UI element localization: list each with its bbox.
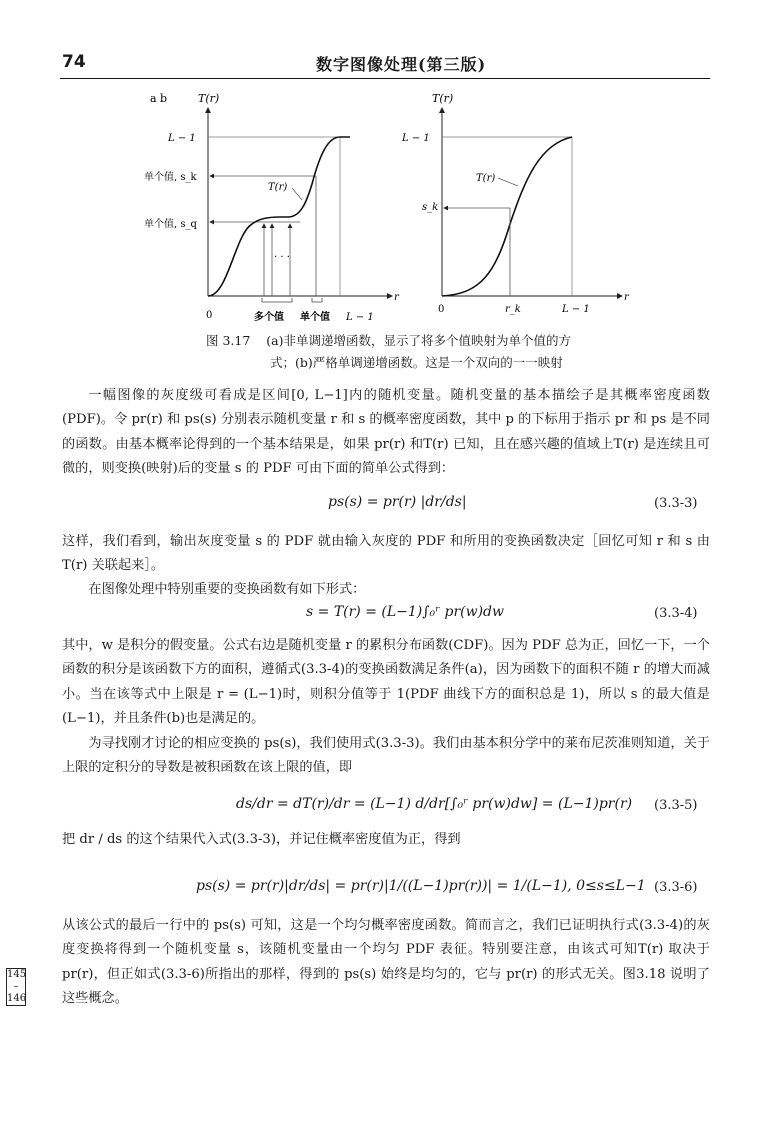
paragraph-3: 在图像处理中特别重要的变换函数有如下形式： (88, 582, 366, 597)
right-curve (442, 137, 572, 296)
right-origin-label: 0 (438, 304, 445, 315)
left-origin-label: 0 (206, 310, 213, 321)
left-single-bracket (312, 298, 322, 302)
left-single-label: 单个值 (300, 312, 330, 323)
caption-line1: (a)非单调递增函数，显示了将多个值映射为单个值的方 (266, 333, 572, 348)
running-title: 数字图像处理(第三版) (316, 55, 487, 74)
left-curve (208, 137, 350, 296)
paragraph-1: 一幅图像的灰度级可看成是区间[0, L−1]内的随机变量。随机变量的基本描绘子是其概率密度函数(PDF)。令 pr(r) 和 ps(s) 分别表示随机变量 r 和 s 的概率密度函数，其中 p 的下标用于指示 pr 和 ps 是不同的函数。由基本概率论得到的一个基本结果是，如果 pr(r) 和T(r) 已知，且在感兴趣的值域上T(r) 是连续且可微的，则变换(映射)后的变量 s 的 PDF 可由下面的简单公式得到： (62, 388, 710, 476)
caption-label: 图 3.17 (206, 333, 251, 348)
caption-line2: 式；(b)严格单调递增函数。这是一个双向的一一映射 (270, 355, 563, 370)
left-multi-label: 多个值 (254, 312, 284, 323)
panel-labels: a b (150, 92, 168, 105)
header-rule (60, 78, 710, 79)
right-x-axis-label: r (624, 292, 629, 303)
panel-b (401, 92, 630, 315)
left-y-axis-label: T(r) (198, 92, 220, 105)
left-multi-bracket (262, 298, 292, 302)
left-xL1-label: L − 1 (346, 312, 374, 323)
panel-a (144, 92, 400, 323)
left-sk-label: 单个值, s_k (144, 172, 197, 183)
margin-page-bottom: 146 (7, 993, 27, 1004)
page-number: 74 (62, 52, 86, 72)
paragraph-7: 从该公式的最后一行中的 ps(s) 可知，这是一个均匀概率密度函数。简而言之，我们已证明执行式(3.3-4)的灰度变换将得到一个随机变量 s，该随机变量由一个均匀 PDF 表征。特别要注意，由该式可知T(r) 取决于 pr(r)，但正如式(3.3-6)所指出的那样，得到的 ps(s) 始终是均匀的，它与 pr(r) 的形式无关。图3.18 说明了这些概念。 (62, 918, 710, 1006)
paragraph-4: 其中，w 是积分的假变量。公式右边是随机变量 r 的累积分布函数(CDF)。因为 PDF 总为正，回忆一下，一个函数的积分是该函数下方的面积，遵循式(3.3-4)的变换函数满足条件(a)，因为函数下的面积不随 r 的增大而减小。当在该等式中上限是 r = (L−1)时，则积分值等于 1(PDF 曲线下方的面积总是 1)，所以 s 的最大值是(L−1)，并且条件(b)也是满足的。 (62, 638, 710, 726)
right-y-axis-label: T(r) (432, 92, 454, 105)
paragraph-6: 把 dr / ds 的这个结果代入式(3.3-3)，并记住概率密度值为正，得到 (62, 832, 461, 847)
equation-3-3-6: ps(s) = pr(r)|dr/ds| = pr(r)|1/((L−1)pr(r))| = 1/(L−1), 0≤s≤L−1 (196, 878, 646, 894)
paragraph-2: 这样，我们看到，输出灰度变量 s 的 PDF 就由输入灰度的 PDF 和所用的变换函数决定［回忆可知 r 和 s 由T(r) 关联起来］。 (62, 534, 710, 574)
equation-3-3-5: ds/dr = dT(r)/dr = (L−1) d/dr[∫₀ʳ pr(w)dw] = (L−1)pr(r) (236, 796, 633, 812)
equation-number-3-3-3: (3.3-3) (654, 496, 698, 511)
equation-number-3-3-5: (3.3-5) (654, 798, 698, 813)
right-L1-label: L − 1 (402, 133, 430, 144)
left-dots: · · · (274, 252, 290, 263)
equation-3-3-4: s = T(r) = (L−1)∫₀ʳ pr(w)dw (306, 604, 504, 620)
left-sq-label: 单个值, s_q (144, 219, 197, 230)
right-curve-label: T(r) (476, 173, 496, 184)
figure-3-17 (140, 84, 640, 334)
equation-number-3-3-4: (3.3-4) (654, 606, 698, 621)
figure-caption (206, 330, 626, 374)
left-curve-label: T(r) (268, 182, 288, 193)
right-xL1-label: L − 1 (562, 304, 590, 315)
left-L1-label: L − 1 (168, 133, 196, 144)
right-sk-label: s_k (422, 202, 439, 213)
right-rk-label: r_k (505, 304, 521, 315)
equation-3-3-3: ps(s) = pr(r) |dr/ds| (328, 494, 467, 510)
left-x-axis-label: r (394, 292, 399, 303)
right-curve-pointer (498, 178, 518, 186)
equation-number-3-3-6: (3.3-6) (654, 880, 698, 895)
margin-page-ref (6, 968, 26, 1006)
paragraph-5: 为寻找刚才讨论的相应变换的 ps(s)，我们使用式(3.3-3)。我们由基本积分学中的莱布尼茨准则知道，关于上限的定积分的导数是被积函数在该上限的值，即 (62, 736, 710, 776)
margin-page-dash: – (13, 981, 19, 992)
margin-page-top: 145 (7, 969, 27, 980)
left-curve-pointer (292, 188, 302, 200)
